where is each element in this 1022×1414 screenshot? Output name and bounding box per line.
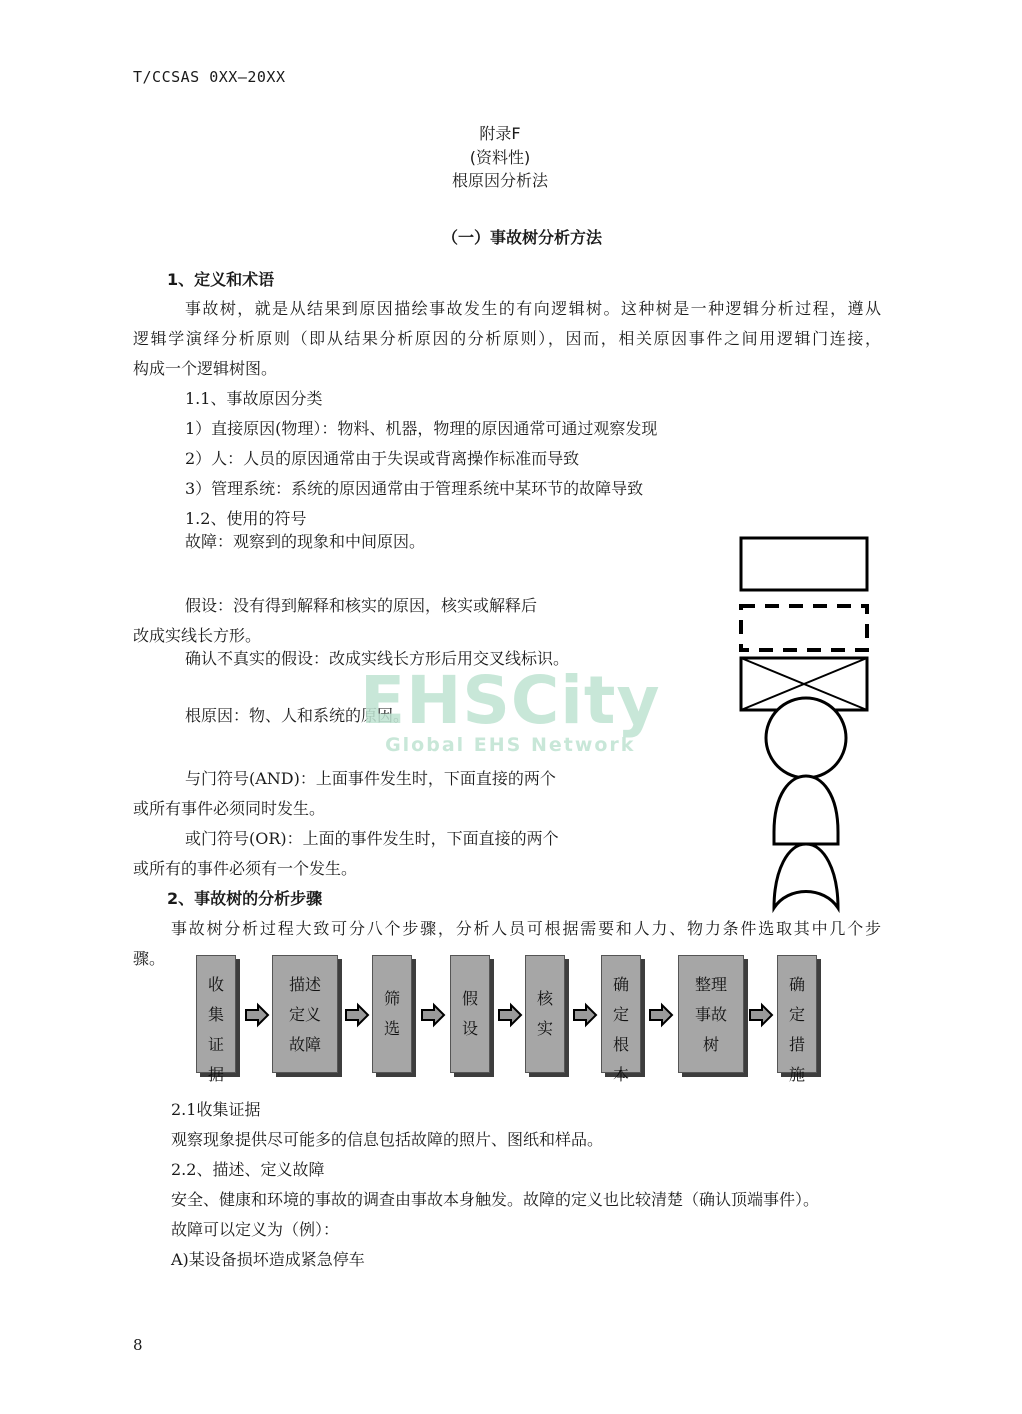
and-gate-symbol: [774, 776, 838, 844]
symbol-hypo-text-2: 改成实线长方形。: [133, 626, 262, 645]
example-a: A)某设备损坏造成紧急停车: [171, 1250, 365, 1269]
step-organize-fault-tree: 整理 事故 树: [678, 955, 744, 1073]
cause-3: 3）管理系统：系统的原因通常由于管理系统中某环节的故障导致: [185, 479, 644, 498]
s1-para-line-1: 事故树，就是从结果到原因描绘事故发生的有向逻辑树。这种树是一种逻辑分析过程，遵从: [185, 299, 881, 318]
watermark-main: EHSCity: [360, 662, 661, 739]
page-number: 8: [133, 1336, 143, 1354]
part1-title: （一）事故树分析方法: [441, 228, 602, 247]
step-determine-measures: 确 定 措 施: [777, 955, 817, 1073]
s22-title: 2.2、描述、定义故障: [171, 1160, 325, 1179]
symbol-fault-text: 故障：观察到的现象和中间原因。: [185, 532, 426, 551]
s11-title: 1.1、事故原因分类: [185, 389, 323, 408]
step-collect-evidence: 收 集 证 据: [196, 955, 236, 1073]
root-cause-symbol-circle: [766, 698, 846, 778]
arrow-right-icon: [344, 1004, 370, 1026]
step-hypothesize: 假 设: [450, 955, 490, 1073]
section1-title: 1、定义和术语: [167, 270, 275, 289]
arrow-right-icon: [244, 1004, 270, 1026]
watermark: [360, 662, 661, 756]
cause-1: 1）直接原因(物理）：物料、机器，物理的原因通常可通过观察发现: [185, 419, 658, 438]
watermark-sub: Global EHS Network: [385, 734, 636, 756]
arrow-right-icon: [748, 1004, 774, 1026]
symbol-root-text: 根原因：物、人和系统的原因。: [185, 706, 410, 725]
doc-header: T/CCSAS 0XX—20XX: [133, 68, 286, 86]
symbol-confirm-text: 确认不真实的假设：改成实线长方形后用交叉线标识。: [185, 649, 570, 668]
s1-para-line-2: 逻辑学演绎分析原则（即从结果分析原因的分析原则），因而，相关原因事件之间用逻辑门连接，: [133, 329, 881, 348]
hypothesis-symbol-dashed-rect: [741, 606, 867, 650]
symbol-and-text-2: 或所有事件必须同时发生。: [133, 799, 326, 818]
section2-title: 2、事故树的分析步骤: [167, 889, 323, 908]
arrow-right-icon: [420, 1004, 446, 1026]
symbol-and-text-1: 与门符号(AND)：上面事件发生时，下面直接的两个: [185, 769, 556, 788]
appendix-nature: (资料性): [469, 148, 531, 167]
symbol-or-text-1: 或门符号(OR)：上面的事件发生时，下面直接的两个: [185, 829, 559, 848]
appendix-title: 附录F: [479, 124, 521, 143]
arrow-right-icon: [497, 1004, 523, 1026]
s21-title: 2.1收集证据: [171, 1100, 261, 1119]
fault-tree-symbols: [736, 532, 876, 912]
s22-text: 安全、健康和环境的事故的调查由事故本身触发。故障的定义也比较清楚（确认顶端事件）。: [171, 1190, 820, 1209]
arrow-right-icon: [572, 1004, 598, 1026]
or-gate-symbol: [774, 844, 838, 908]
appendix-name: 根原因分析法: [451, 171, 548, 190]
arrow-right-icon: [648, 1004, 674, 1026]
s21-text: 观察现象提供尽可能多的信息包括故障的照片、图纸和样品。: [171, 1130, 604, 1149]
fault-symbol-rect: [741, 538, 867, 590]
symbol-hypo-text-1: 假设：没有得到解释和核实的原因，核实或解释后: [185, 596, 538, 615]
s12-title: 1.2、使用的符号: [185, 509, 307, 528]
step-verify: 核 实: [525, 955, 565, 1073]
symbol-or-text-2: 或所有的事件必须有一个发生。: [133, 859, 358, 878]
step-determine-root-cause: 确 定 根 本: [601, 955, 641, 1073]
cause-2: 2）人：人员的原因通常由于失误或背离操作标准而导致: [185, 449, 580, 468]
s22-text-2: 故障可以定义为（例）：: [171, 1220, 340, 1239]
s2-intro-1: 事故树分析过程大致可分八个步骤，分析人员可根据需要和人力、物力条件选取其中几个步: [171, 919, 881, 938]
step-describe-define-fault: 描述 定义 故障: [272, 955, 338, 1073]
s1-para-line-3: 构成一个逻辑树图。: [133, 359, 278, 378]
s2-intro-2: 骤。: [133, 949, 166, 968]
step-screen: 筛 选: [372, 955, 412, 1073]
